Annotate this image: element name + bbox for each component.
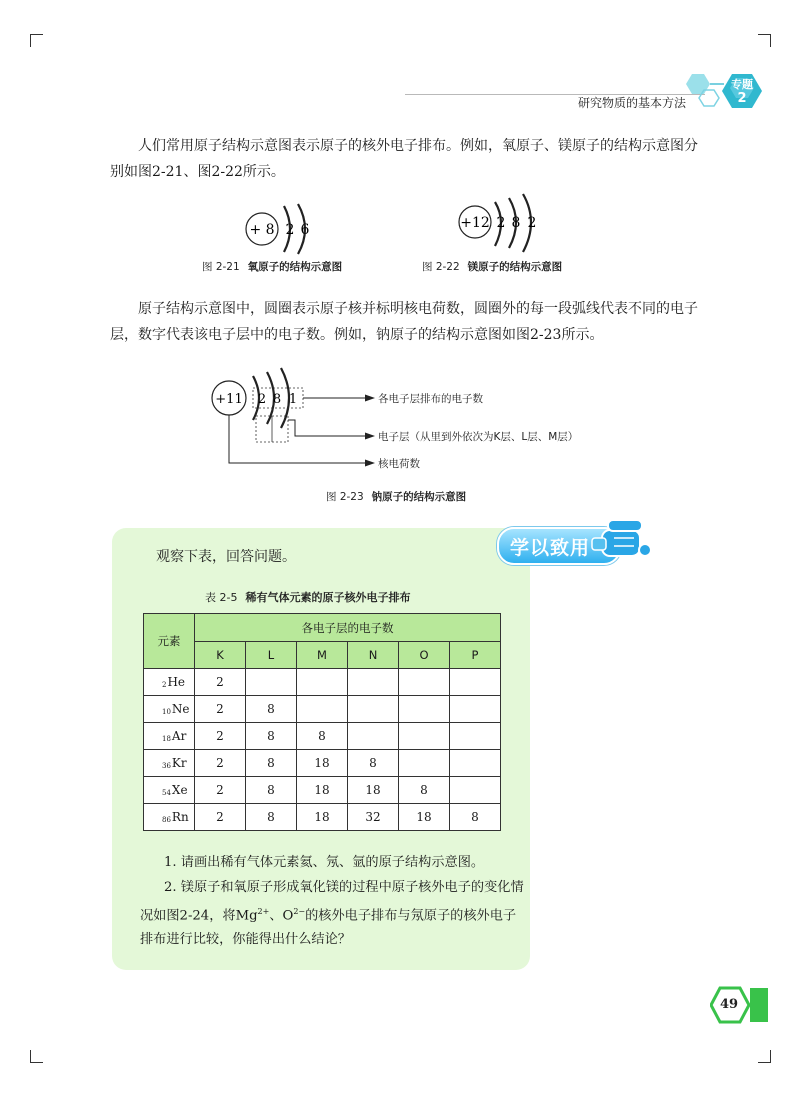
element-cell	[144, 804, 195, 831]
electron-count-cell: 2	[195, 669, 246, 696]
noble-gas-electron-table	[143, 613, 501, 831]
question-2-part-c: 的核外电子排布与氖原子的核外电子排布进行比较，你能得出什么结论？	[140, 908, 517, 948]
magnesium-shell-1: 2	[496, 215, 506, 231]
column-header-shell: M	[297, 642, 348, 669]
label-nuclear-charge: 核电荷数	[378, 458, 420, 470]
figure-title: 钠原子的结构示意图	[371, 491, 467, 503]
pointing-hand-icon	[588, 516, 654, 564]
figure-2-23-caption	[326, 489, 466, 504]
column-header-shell: K	[195, 642, 246, 669]
label-electron-layers: 电子层（从里到外依次为K层、L层、M层）	[378, 431, 579, 443]
element-symbol: He	[167, 675, 186, 689]
electron-count-cell	[399, 696, 450, 723]
crop-mark-top-right	[758, 34, 771, 47]
magnesium-nucleus: +12	[460, 215, 490, 231]
atomic-number: 54	[162, 789, 171, 797]
question-2-part-a: 2. 镁原子和氧原子形成氧化镁的过程中原子核外电子的变化情况如图2-24，将Mg	[140, 880, 524, 924]
table-row	[144, 723, 501, 750]
figure-number: 图 2-23	[326, 491, 364, 503]
electron-count-cell: 8	[297, 723, 348, 750]
table-row	[144, 777, 501, 804]
electron-count-cell: 2	[195, 804, 246, 831]
electron-count-cell	[348, 723, 399, 750]
electron-count-cell: 8	[246, 777, 297, 804]
column-header-shell: N	[348, 642, 399, 669]
topic-hexagon-icon	[660, 60, 780, 120]
magnesium-shell-2: 8	[511, 215, 521, 231]
electron-count-cell: 18	[297, 750, 348, 777]
electron-count-cell	[399, 669, 450, 696]
element-symbol: Kr	[171, 756, 187, 770]
electron-count-cell: 8	[246, 696, 297, 723]
table-number: 表 2-5	[205, 591, 238, 604]
magnesium-shell-3: 2	[527, 215, 537, 231]
element-cell	[144, 777, 195, 804]
activity-intro: 观察下表，回答问题。	[156, 549, 296, 565]
magnesium-structure-diagram	[455, 192, 565, 256]
element-cell	[144, 669, 195, 696]
electron-count-cell: 2	[195, 750, 246, 777]
element-cell	[144, 723, 195, 750]
electron-count-cell	[450, 750, 501, 777]
oxygen-shell-2: 6	[300, 222, 310, 238]
sodium-shell-3: 1	[288, 392, 298, 407]
intro-paragraph: 人们常用原子结构示意图表示原子的核外电子排布。例如，氧原子、镁原子的结构示意图分别如图2-21、图2-22所示。	[110, 138, 698, 180]
sodium-shell-2: 8	[272, 392, 282, 407]
figure-title: 氧原子的结构示意图	[247, 261, 343, 273]
sodium-structure-diagram	[205, 360, 375, 475]
column-header-shell: O	[399, 642, 450, 669]
electron-count-cell: 18	[399, 804, 450, 831]
figure-title: 镁原子的结构示意图	[467, 261, 563, 273]
oxygen-nucleus: + 8	[249, 222, 275, 238]
electron-count-cell: 18	[297, 804, 348, 831]
crop-mark-bottom-left	[30, 1050, 43, 1063]
electron-count-cell: 2	[195, 777, 246, 804]
o-ion-charge: 2−	[293, 907, 306, 916]
electron-count-cell: 18	[297, 777, 348, 804]
table-row	[144, 750, 501, 777]
crop-mark-top-left	[30, 34, 43, 47]
figure-2-22-caption	[422, 259, 562, 274]
label-electron-count: 各电子层排布的电子数	[378, 393, 483, 405]
page-number: 49	[719, 997, 739, 1012]
electron-count-cell	[450, 777, 501, 804]
electron-count-cell: 32	[348, 804, 399, 831]
figure-2-21-caption	[202, 259, 342, 274]
electron-count-cell: 8	[399, 777, 450, 804]
crop-mark-bottom-right	[758, 1050, 771, 1063]
topic-number: 2	[737, 91, 747, 106]
electron-count-cell	[450, 669, 501, 696]
table-caption	[205, 589, 410, 605]
explanation-paragraph: 原子结构示意图中，圆圈表示原子核并标明核电荷数，圆圈外的每一段弧线代表不同的电子层，数字代表该电子层中的电子数。例如，钠原子的结构示意图如图2-23所示。	[110, 301, 698, 343]
atomic-number: 36	[162, 762, 171, 770]
electron-count-cell: 8	[450, 804, 501, 831]
electron-count-cell	[399, 750, 450, 777]
electron-count-cell: 2	[195, 723, 246, 750]
element-cell	[144, 750, 195, 777]
sodium-shell-1: 2	[257, 392, 267, 407]
electron-count-cell	[297, 669, 348, 696]
column-header-element: 元素	[144, 614, 195, 669]
question-1: 1. 请画出稀有气体元素氦、氖、氩的原子结构示意图。	[164, 855, 485, 870]
question-2	[140, 876, 526, 952]
oxygen-structure-diagram	[240, 196, 330, 256]
atomic-number: 10	[162, 708, 171, 716]
topic-label: 专题	[731, 78, 753, 91]
table-title: 稀有气体元素的原子核外电子排布	[245, 591, 411, 604]
electron-count-cell: 8	[246, 750, 297, 777]
electron-count-cell	[348, 696, 399, 723]
table-row	[144, 696, 501, 723]
column-header-shell: P	[450, 642, 501, 669]
table-row	[144, 669, 501, 696]
electron-count-cell	[450, 723, 501, 750]
page-tab	[750, 988, 768, 1022]
table-row	[144, 804, 501, 831]
column-header-group: 各电子层的电子数	[195, 614, 501, 642]
electron-count-cell: 18	[348, 777, 399, 804]
element-cell	[144, 696, 195, 723]
mg-ion-charge: 2+	[257, 907, 270, 916]
figure-number: 图 2-21	[202, 261, 240, 273]
electron-count-cell	[348, 669, 399, 696]
element-symbol: Xe	[171, 783, 188, 797]
atomic-number: 2	[162, 681, 167, 689]
electron-count-cell	[246, 669, 297, 696]
figure-number: 图 2-22	[422, 261, 460, 273]
oxygen-shell-1: 2	[285, 222, 295, 238]
electron-count-cell	[297, 696, 348, 723]
section-title: 研究物质的基本方法	[578, 96, 687, 110]
electron-count-cell: 8	[246, 804, 297, 831]
electron-count-cell: 8	[246, 723, 297, 750]
sodium-nucleus: +11	[215, 392, 243, 407]
atomic-number: 86	[162, 816, 171, 824]
electron-count-cell: 2	[195, 696, 246, 723]
activity-badge-label: 学以致用	[510, 537, 591, 559]
atomic-number: 18	[162, 735, 171, 743]
element-symbol: Rn	[171, 810, 189, 824]
column-header-shell: L	[246, 642, 297, 669]
electron-count-cell	[450, 696, 501, 723]
electron-count-cell	[399, 723, 450, 750]
element-symbol: Ne	[171, 702, 190, 716]
element-symbol: Ar	[171, 729, 187, 743]
electron-count-cell: 8	[348, 750, 399, 777]
question-2-part-b: 、O	[269, 908, 294, 924]
